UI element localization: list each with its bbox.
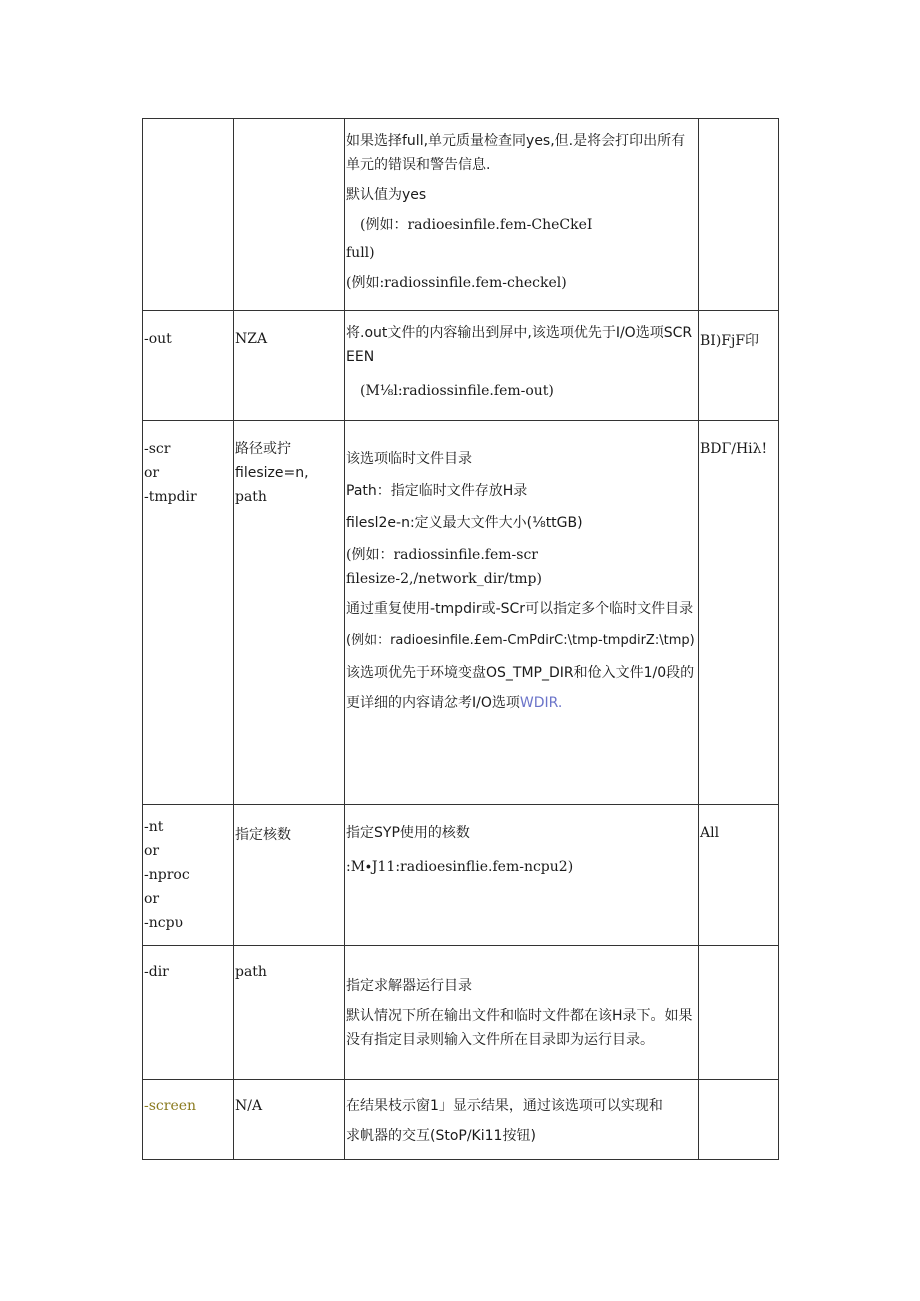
description-cell [345,1080,699,1160]
argument-cell [234,1080,345,1160]
option-cell [143,311,234,421]
option-cell [143,805,234,946]
argument-cell [234,805,345,946]
argument-text: N/A [235,1098,263,1114]
desc-line: (例如:radiossinfile.fem-checkel) [346,275,567,291]
desc-line-text: 更详细的内容请忿考I/O选项 [346,695,520,711]
extra-text: BI)FjF印 [700,333,760,349]
wdir-link[interactable]: WDIR. [519,695,563,711]
desc-line: filesl2e-n:定义最大文件大小(⅛ttGB) [346,515,583,531]
argument-cell [234,311,345,421]
table-row [143,946,779,1080]
desc-line: 在结果枝示窗1」显示结果，通过该选项可以实现和 [346,1098,663,1114]
desc-line: 指定求解器运行目录 [346,978,472,994]
description-cell [345,805,699,946]
desc-line: 该选项优先于环境变盘OS_TMP_DIR和伧入文件1/0段的 [346,665,695,681]
desc-line: 默认情况下所在输出文件和临时文件都在该H录下。如果没有指定目录则输入文件所在目录即为运行目录。 [346,1008,693,1048]
desc-line: (例如：radioesinfile.£em-CmPdirC:\tmp-tmpdirZ:\tmp) [346,633,695,648]
options-table [142,118,779,1160]
description-cell [345,421,699,805]
table-row [143,1080,779,1160]
desc-line: 求帆器的交互(StoP/Ki11按钮) [346,1128,536,1144]
option-name: -ncpυ [144,915,184,931]
desc-line: filesize-2,/network_dir/tmp) [346,571,542,587]
option-cell [143,421,234,805]
extra-cell [699,119,779,311]
extra-cell [699,805,779,946]
desc-line: (例如：radioesinfile.fem-CheCkeI [360,217,593,233]
desc-line: (例如：radiossinfile.fem-scr [346,547,538,563]
argument-text: filesize=n, [235,465,309,481]
desc-line: 如果选择full,单元质量检查同yes,但.是将会打印出所有单元的错误和警告信息. [346,133,686,173]
desc-line: full) [346,245,375,261]
option-name: -nproc [144,867,190,883]
argument-cell [234,421,345,805]
option-name: -scr [144,441,171,457]
desc-line: 默认值为yes [346,187,427,203]
option-cell [143,1080,234,1160]
argument-cell [234,946,345,1080]
table-row [143,421,779,805]
argument-text: path [235,489,267,505]
argument-text: 指定核数 [235,827,291,843]
option-cell [143,119,234,311]
description-cell [345,119,699,311]
desc-line: 该选项临时文件目录 [346,451,472,467]
table-row [143,805,779,946]
argument-text: 路径或拧 [235,441,291,457]
table-row [143,119,779,311]
extra-text: All [700,825,720,841]
extra-cell [699,311,779,421]
option-name: -dir [144,964,169,980]
extra-cell [699,1080,779,1160]
extra-cell [699,421,779,805]
description-cell [345,946,699,1080]
argument-text: path [235,964,267,980]
option-name: -screen [144,1098,197,1114]
extra-cell [699,946,779,1080]
desc-line: 通过重复使用-tmpdir或-SCr可以指定多个临时文件目录 [346,601,694,617]
desc-line: 将.out文件的内容输出到屏中,该选项优先于I/O选项SCREEN [346,325,693,365]
desc-line: (M⅛l:radiossinfile.fem-out) [360,383,554,399]
argument-text: NZA [235,331,268,347]
option-name: or [144,891,160,907]
argument-cell [234,119,345,311]
option-name: -tmpdir [144,489,197,505]
option-name: -out [144,331,172,347]
option-name: or [144,465,160,481]
option-name: or [144,843,160,859]
table-row [143,311,779,421]
option-name: -nt [144,819,164,835]
extra-text: BDΓ∕Hiλ! [700,441,768,457]
option-cell [143,946,234,1080]
desc-line-with-link [346,691,697,715]
description-cell [345,311,699,421]
desc-line: Path：指定临时文件存放H录 [346,483,528,499]
desc-line: :M∙J11:radioesinflie.fem-ncpu2) [346,859,574,875]
desc-line: 指定SYP使用的核数 [346,825,470,841]
